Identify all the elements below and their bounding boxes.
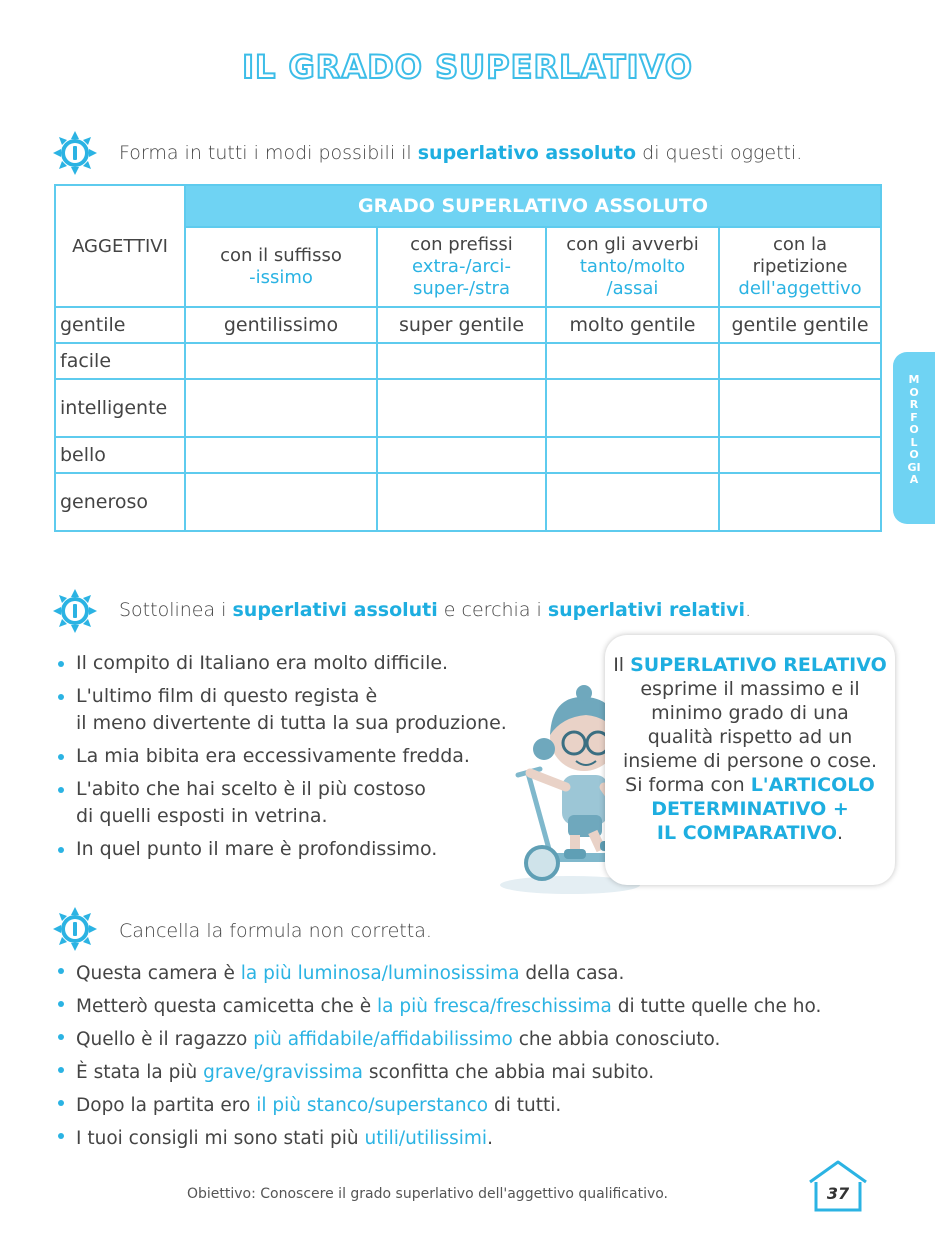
sun-icon bbox=[52, 906, 98, 952]
instruction-text: di questi oggetti. bbox=[636, 142, 803, 164]
sentence-text: Il compito di Italiano era molto difficile. bbox=[76, 652, 449, 674]
column-header bbox=[377, 227, 546, 307]
answer-cell[interactable] bbox=[377, 379, 546, 437]
answer-cell[interactable] bbox=[546, 437, 719, 473]
infobox-title: SUPERLATIVO RELATIVO bbox=[630, 654, 887, 676]
infobox-text: insieme di persone o cose. bbox=[622, 750, 878, 772]
header-line: /assai bbox=[606, 278, 659, 299]
exercise2-instruction bbox=[119, 599, 751, 621]
adjective-cell: bello bbox=[55, 437, 185, 473]
sun-icon bbox=[52, 130, 98, 176]
infobox-text: Il bbox=[613, 654, 631, 676]
sentence-text: sconfitta che abbia mai subito. bbox=[362, 1062, 655, 1083]
instruction-text: . bbox=[745, 599, 752, 621]
header-line: con prefissi bbox=[410, 234, 513, 255]
answer-cell[interactable]: gentile gentile bbox=[719, 307, 881, 343]
choice-option[interactable]: la più fresca/freschissima bbox=[376, 996, 612, 1017]
adjective-cell: intelligente bbox=[55, 379, 185, 437]
answer-cell[interactable] bbox=[377, 473, 546, 531]
sentence-text: L'abito che hai scelto è il più costoso bbox=[76, 778, 426, 800]
sun-icon bbox=[52, 588, 98, 634]
list-item[interactable] bbox=[56, 683, 526, 737]
list-item[interactable] bbox=[56, 650, 526, 677]
list-item bbox=[56, 990, 896, 1023]
header-line: tanto/molto bbox=[579, 256, 686, 277]
info-box bbox=[605, 635, 895, 885]
infobox-bold: L'ARTICOLO bbox=[750, 774, 875, 796]
answer-cell[interactable] bbox=[185, 379, 377, 437]
sentence-text: Questa camera è bbox=[76, 963, 241, 984]
answer-cell[interactable] bbox=[377, 343, 546, 379]
exercise3-instruction: Cancella la formula non corretta. bbox=[119, 920, 432, 942]
instruction-bold: superlativi relativi bbox=[547, 599, 746, 621]
header-line: -issimo bbox=[249, 267, 313, 288]
header-line: con la bbox=[772, 234, 828, 255]
instruction-bold: superlativo assoluto bbox=[417, 142, 637, 164]
header-line: dell'aggettivo bbox=[738, 278, 862, 299]
infobox-text: esprime il massimo e il bbox=[640, 678, 860, 700]
footer-objective: Obiettivo: Conoscere il grado superlativo dell'aggettivo qualificativo. bbox=[186, 1186, 669, 1202]
header-line: con gli avverbi bbox=[566, 234, 699, 255]
sentence-text: di tutte quelle che ho. bbox=[611, 996, 822, 1017]
column-header-adjectives: AGGETTIVI bbox=[55, 185, 185, 307]
column-header bbox=[546, 227, 719, 307]
exercise1-instruction bbox=[119, 142, 802, 164]
answer-cell[interactable] bbox=[377, 437, 546, 473]
infobox-bold: IL COMPARATIVO bbox=[656, 822, 838, 844]
list-item bbox=[56, 957, 896, 990]
choice-option[interactable]: utili/utilissimi bbox=[364, 1128, 488, 1149]
answer-cell[interactable] bbox=[185, 437, 377, 473]
instruction-text: e cerchia i bbox=[437, 599, 548, 621]
sentence-text: La mia bibita era eccessivamente fredda. bbox=[76, 745, 470, 767]
exercise2-list bbox=[56, 650, 526, 863]
column-header bbox=[719, 227, 881, 307]
header-line: super-/stra bbox=[413, 278, 510, 299]
table-row bbox=[55, 307, 881, 343]
table-row bbox=[55, 379, 881, 437]
answer-cell[interactable] bbox=[719, 379, 881, 437]
sentence-text: Dopo la partita ero bbox=[76, 1095, 257, 1116]
answer-cell[interactable] bbox=[185, 473, 377, 531]
list-item bbox=[56, 1122, 896, 1155]
header-line: extra-/arci- bbox=[412, 256, 511, 277]
header-line: ripetizione bbox=[752, 256, 848, 277]
choice-option[interactable]: il più stanco/superstanco bbox=[256, 1095, 489, 1116]
instruction-bold: superlativi assoluti bbox=[232, 599, 438, 621]
sentence-text: Quello è il ragazzo bbox=[76, 1029, 254, 1050]
list-item[interactable] bbox=[56, 776, 526, 830]
choice-option[interactable]: più affidabile/affidabilissimo bbox=[253, 1029, 513, 1050]
sentence-text: della casa. bbox=[519, 963, 625, 984]
answer-cell[interactable] bbox=[546, 343, 719, 379]
answer-cell[interactable]: super gentile bbox=[377, 307, 546, 343]
answer-cell[interactable]: molto gentile bbox=[546, 307, 719, 343]
answer-cell[interactable] bbox=[185, 343, 377, 379]
adjective-cell: facile bbox=[55, 343, 185, 379]
table-row bbox=[55, 343, 881, 379]
infobox-bold: DETERMINATIVO + bbox=[651, 798, 849, 820]
sentence-text: I tuoi consigli mi sono stati più bbox=[76, 1128, 365, 1149]
page-number: 37 bbox=[826, 1184, 850, 1203]
answer-cell[interactable] bbox=[719, 437, 881, 473]
adjective-cell: generoso bbox=[55, 473, 185, 531]
instruction-text: Sottolinea i bbox=[119, 599, 233, 621]
list-item[interactable] bbox=[56, 743, 526, 770]
infobox-text: minimo grado di una bbox=[651, 702, 849, 724]
sentence-text: di tutti. bbox=[488, 1095, 562, 1116]
answer-cell[interactable] bbox=[546, 379, 719, 437]
header-line: con il suffisso bbox=[220, 245, 342, 266]
infobox-text: Si forma con bbox=[625, 774, 751, 796]
list-item bbox=[56, 1023, 896, 1056]
answer-cell[interactable]: gentilissimo bbox=[185, 307, 377, 343]
sentence-text: che abbia conosciuto. bbox=[512, 1029, 721, 1050]
sentence-text: di quelli esposti in vetrina. bbox=[76, 805, 328, 827]
adjective-cell: gentile bbox=[55, 307, 185, 343]
instruction-text: Forma in tutti i modi possibili il bbox=[119, 142, 418, 164]
column-header bbox=[185, 227, 377, 307]
list-item[interactable] bbox=[56, 836, 526, 863]
sentence-text: In quel punto il mare è profondissimo. bbox=[76, 838, 438, 860]
page-title: IL GRADO SUPERLATIVO bbox=[242, 48, 693, 86]
list-item bbox=[56, 1089, 896, 1122]
table-band-header: GRADO SUPERLATIVO ASSOLUTO bbox=[185, 185, 881, 227]
sentence-text: L'ultimo film di questo regista è bbox=[76, 685, 378, 707]
list-item bbox=[56, 1056, 896, 1089]
sentence-text: È stata la più bbox=[76, 1062, 204, 1083]
superlative-table bbox=[54, 184, 882, 532]
side-tab-label: MORFOLOGIA bbox=[907, 373, 921, 486]
table-row bbox=[55, 437, 881, 473]
sentence-text: . bbox=[487, 1128, 493, 1149]
table-row bbox=[55, 473, 881, 531]
section-side-tab bbox=[893, 352, 935, 524]
infobox-text: . bbox=[837, 822, 844, 844]
answer-cell[interactable] bbox=[546, 473, 719, 531]
choice-option[interactable]: grave/gravissima bbox=[203, 1062, 363, 1083]
choice-option[interactable]: la più luminosa/luminosissima bbox=[240, 963, 520, 984]
infobox-text: qualità rispetto ad un bbox=[647, 726, 853, 748]
answer-cell[interactable] bbox=[719, 473, 881, 531]
sentence-text: il meno divertente di tutta la sua produzione. bbox=[76, 712, 507, 734]
page-number-badge bbox=[804, 1158, 872, 1214]
exercise3-list bbox=[56, 957, 896, 1155]
answer-cell[interactable] bbox=[719, 343, 881, 379]
sentence-text: Metterò questa camicetta che è bbox=[76, 996, 377, 1017]
